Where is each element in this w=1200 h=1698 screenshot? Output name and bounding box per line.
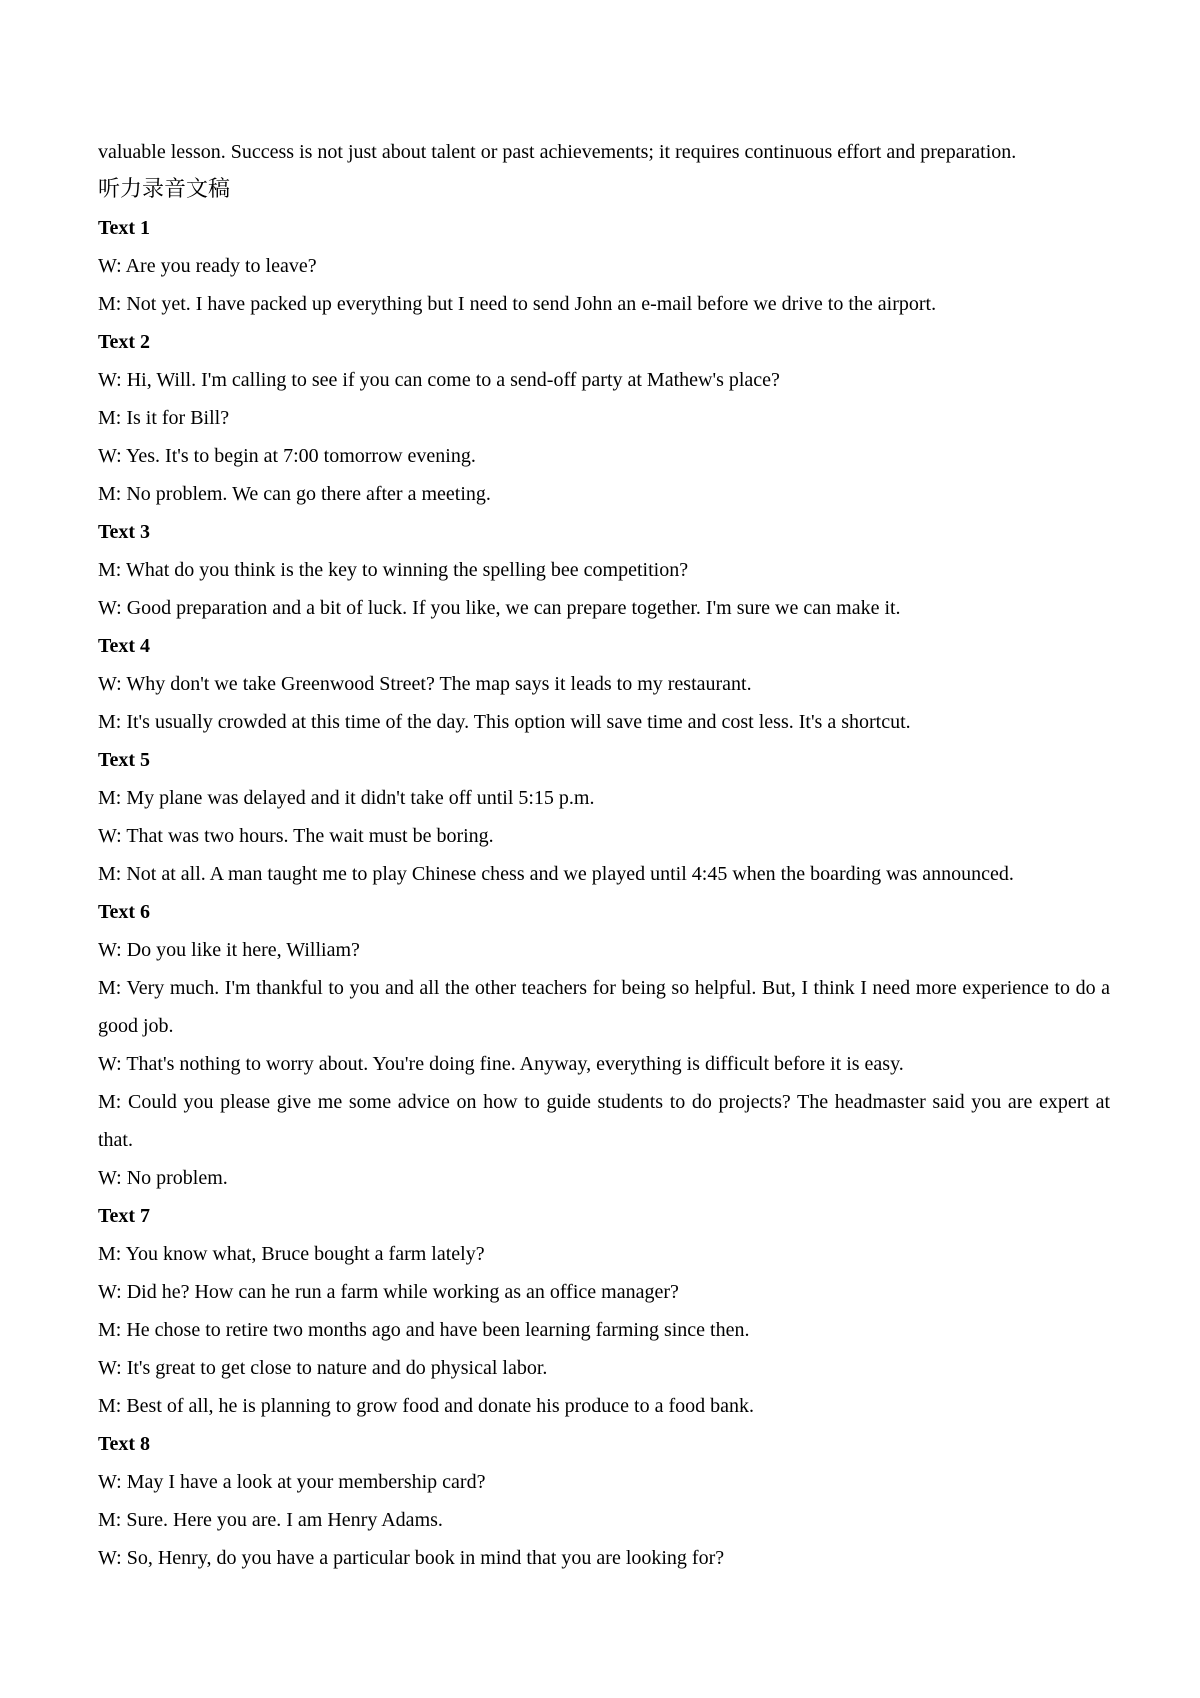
text-label: Text 2: [98, 331, 151, 353]
dialogue-line: M: Not at all. A man taught me to play Chinese chess and we played until 4:45 when the boarding was announced.: [98, 863, 1014, 885]
dialogue-line: M: Best of all, he is planning to grow food and donate his produce to a food bank.: [98, 1395, 754, 1417]
text-label: Text 4: [98, 635, 151, 657]
text-block-1: [98, 209, 1110, 323]
dialogue-line: W: That was two hours. The wait must be boring.: [98, 825, 494, 847]
dialogue-line: M: What do you think is the key to winning the spelling bee competition?: [98, 559, 689, 581]
dialogue-line: W: Do you like it here, William?: [98, 939, 360, 961]
dialogue-line: W: Good preparation and a bit of luck. If you like, we can prepare together. I'm sure we can make it.: [98, 597, 901, 619]
dialogue-line: M: No problem. We can go there after a meeting.: [98, 483, 491, 505]
dialogue-line: W: Are you ready to leave?: [98, 255, 317, 277]
text-block-5: [98, 741, 1110, 893]
text-label: Text 1: [98, 217, 151, 239]
text-block-4: [98, 627, 1110, 741]
dialogue-line: W: No problem.: [98, 1167, 228, 1189]
text-block-2: [98, 323, 1110, 513]
dialogue-line: M: He chose to retire two months ago and have been learning farming since then.: [98, 1319, 750, 1341]
dialogue-line: M: Sure. Here you are. I am Henry Adams.: [98, 1509, 443, 1531]
dialogue-line: M: Is it for Bill?: [98, 407, 230, 429]
dialogue-line: M: Not yet. I have packed up everything but I need to send John an e-mail before we drive to the airport.: [98, 293, 937, 315]
dialogue-line: W: It's great to get close to nature and do physical labor.: [98, 1357, 548, 1379]
dialogue-line: W: Hi, Will. I'm calling to see if you can come to a send-off party at Mathew's place?: [98, 369, 780, 391]
text-label: Text 3: [98, 521, 151, 543]
dialogue-line: M: It's usually crowded at this time of the day. This option will save time and cost less. It's a shortcut.: [98, 711, 911, 733]
text-block-3: [98, 513, 1110, 627]
dialogue-line: W: May I have a look at your membership card?: [98, 1471, 486, 1493]
dialogue-line: M: Could you please give me some advice on how to guide students to do projects? The headmaster said you are expert at that.: [98, 1091, 1110, 1151]
dialogue-line: M: My plane was delayed and it didn't take off until 5:15 p.m.: [98, 787, 595, 809]
dialogue-line: W: So, Henry, do you have a particular book in mind that you are looking for?: [98, 1547, 725, 1569]
dialogue-line: M: Very much. I'm thankful to you and all the other teachers for being so helpful. But, I think I need more experience to do a good job.: [98, 977, 1110, 1037]
text-block-8: [98, 1425, 1110, 1577]
intro-line: valuable lesson. Success is not just about talent or past achievements; it requires continuous effort and preparation.: [98, 141, 1017, 163]
dialogue-line: W: Why don't we take Greenwood Street? The map says it leads to my restaurant.: [98, 673, 752, 695]
text-block-7: [98, 1197, 1110, 1425]
text-label: Text 5: [98, 749, 151, 771]
dialogue-line: W: Did he? How can he run a farm while working as an office manager?: [98, 1281, 679, 1303]
dialogue-line: W: Yes. It's to begin at 7:00 tomorrow evening.: [98, 445, 476, 467]
text-block-6: [98, 893, 1110, 1197]
dialogue-line: M: You know what, Bruce bought a farm lately?: [98, 1243, 485, 1265]
text-label: Text 8: [98, 1433, 151, 1455]
text-label: Text 6: [98, 901, 151, 923]
dialogue-line: W: That's nothing to worry about. You're doing fine. Anyway, everything is difficult before it is easy.: [98, 1053, 904, 1075]
transcript-body: [98, 133, 1110, 1577]
section-title: 听力录音文稿: [98, 177, 231, 202]
text-label: Text 7: [98, 1205, 151, 1227]
